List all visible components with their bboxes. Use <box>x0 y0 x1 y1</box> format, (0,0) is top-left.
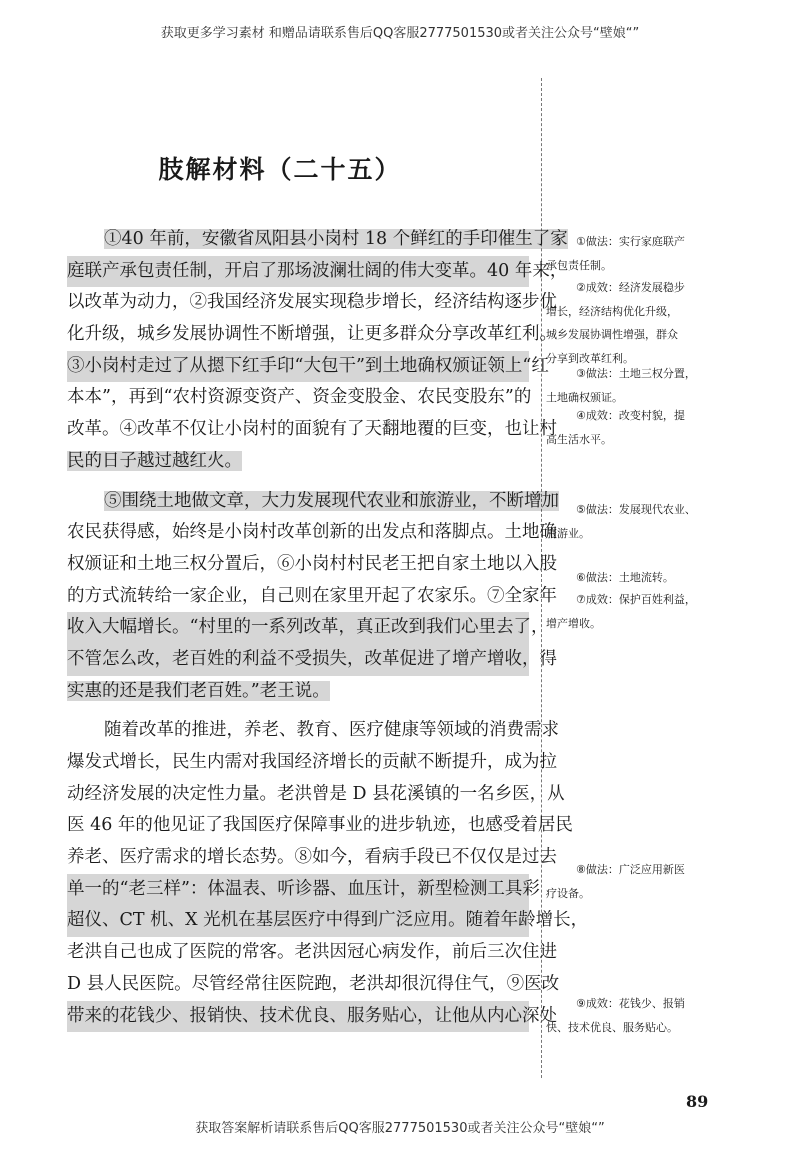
text-line: D 县人民医院。尽管经常往医院跑，老洪却很沉得住气，⑨医改 <box>67 973 560 994</box>
text-line: 医 46 年的他见证了我国医疗保障事业的进步轨迹，也感受着居民 <box>67 815 573 836</box>
text-line: 爆发式增长，民生内需对我国经济增长的贡献不断提升，成为拉 <box>67 752 557 772</box>
margin-note-6: ⑥做法：土地流转。 <box>576 571 674 584</box>
text-line: 庭联产承包责任制，开启了那场波澜壮阔的伟大变革。40 年来， <box>67 256 529 288</box>
margin-note-4: ④成效：改变村貌，提 高生活水平。 <box>546 409 685 446</box>
text-line: 随着改革的推进，养老、教育、医疗健康等领域的消费需求 <box>104 720 559 741</box>
text-line: 化升级，城乡发展协调性不断增强，让更多群众分享改革红利。 <box>67 324 557 345</box>
page-number: 89 <box>686 1092 709 1111</box>
main-text <box>67 224 589 1032</box>
text-line: 带来的花钱少、报销快、技术优良、服务贴心，让他从内心深处 <box>67 1001 529 1033</box>
margin-note-1: ①做法：实行家庭联产 承包责任制。 <box>546 235 685 272</box>
text-line: 的方式流转给一家企业，自己则在家里开起了农家乐。⑦全家年 <box>67 585 557 606</box>
text-line: 权颁证和土地三权分置后，⑥小岗村村民老王把自家土地以入股 <box>67 553 557 574</box>
text-line: 民的日子越过越红火。 <box>67 450 242 471</box>
text-line: 农民获得感，始终是小岗村改革创新的出发点和落脚点。土地确 <box>67 522 557 543</box>
text-line: ①40 年前，安徽省凤阳县小岗村 18 个鲜红的手印催生了家 <box>104 229 568 249</box>
margin-note-3: ③做法：土地三权分置， 土地确权颁证。 <box>546 367 696 404</box>
text-line: 收入大幅增长。“村里的一系列改革，真正改到我们心里去了， <box>67 612 529 644</box>
text-line: 单一的“老三样”：体温表、听诊器、血压计，新型检测工具彩 <box>67 874 529 906</box>
text-line: 实惠的还是我们老百姓。”老王说。 <box>67 680 330 701</box>
text-line: 超仪、CT 机、X 光机在基层医疗中得到广泛应用。随着年龄增长， <box>67 905 529 937</box>
text-line: 以改革为动力，②我国经济发展实现稳步增长，经济结构逐步优 <box>67 292 557 313</box>
margin-note-2: ②成效：经济发展稳步 增长，经济结构优化升级， 城乡发展协调性增强，群众 分享到改革红利。 <box>546 281 685 365</box>
text-line: ⑤围绕土地做文章，大力发展现代农业和旅游业，不断增加 <box>104 490 559 511</box>
text-line: ③小岗村走过了从摁下红手印“大包干”到土地确权颁证领上“红 <box>67 351 529 383</box>
margin-note-7: ⑦成效：保护百姓利益， 增产增收。 <box>546 593 696 630</box>
margin-note-8: ⑧做法：广泛应用新医 疗设备。 <box>546 863 685 900</box>
text-line: 养老、医疗需求的增长态势。⑧如今，看病手段已不仅仅是过去 <box>67 847 557 868</box>
text-line: 改革。④改革不仅让小岗村的面貌有了天翻地覆的巨变，也让村 <box>67 419 557 440</box>
page-footer: 获取答案解析请联系售后QQ客服2777501530或者关注公众号“壁娘“” <box>195 1121 605 1136</box>
margin-note-9: ⑨成效：花钱少、报销 快、技术优良、服务贴心。 <box>546 997 685 1034</box>
margin-note-5: ⑤做法：发展现代农业、 旅游业。 <box>546 503 696 540</box>
text-line: 本本”，再到“农村资源变资产、资金变股金、农民变股东”的 <box>67 387 532 408</box>
text-line: 动经济发展的决定性力量。老洪曾是 D 县花溪镇的一名乡医，从 <box>67 783 565 804</box>
page-title: 肢解材料（二十五） <box>158 155 402 184</box>
page-header: 获取更多学习素材 和赠品请联系售后QQ客服2777501530或者关注公众号“壁娘“” <box>160 26 640 41</box>
text-line: 老洪自己也成了医院的常客。老洪因冠心病发作，前后三次住进 <box>67 942 557 963</box>
text-line: 不管怎么改，老百姓的利益不受损失，改革促进了增产增收，得 <box>67 644 529 676</box>
